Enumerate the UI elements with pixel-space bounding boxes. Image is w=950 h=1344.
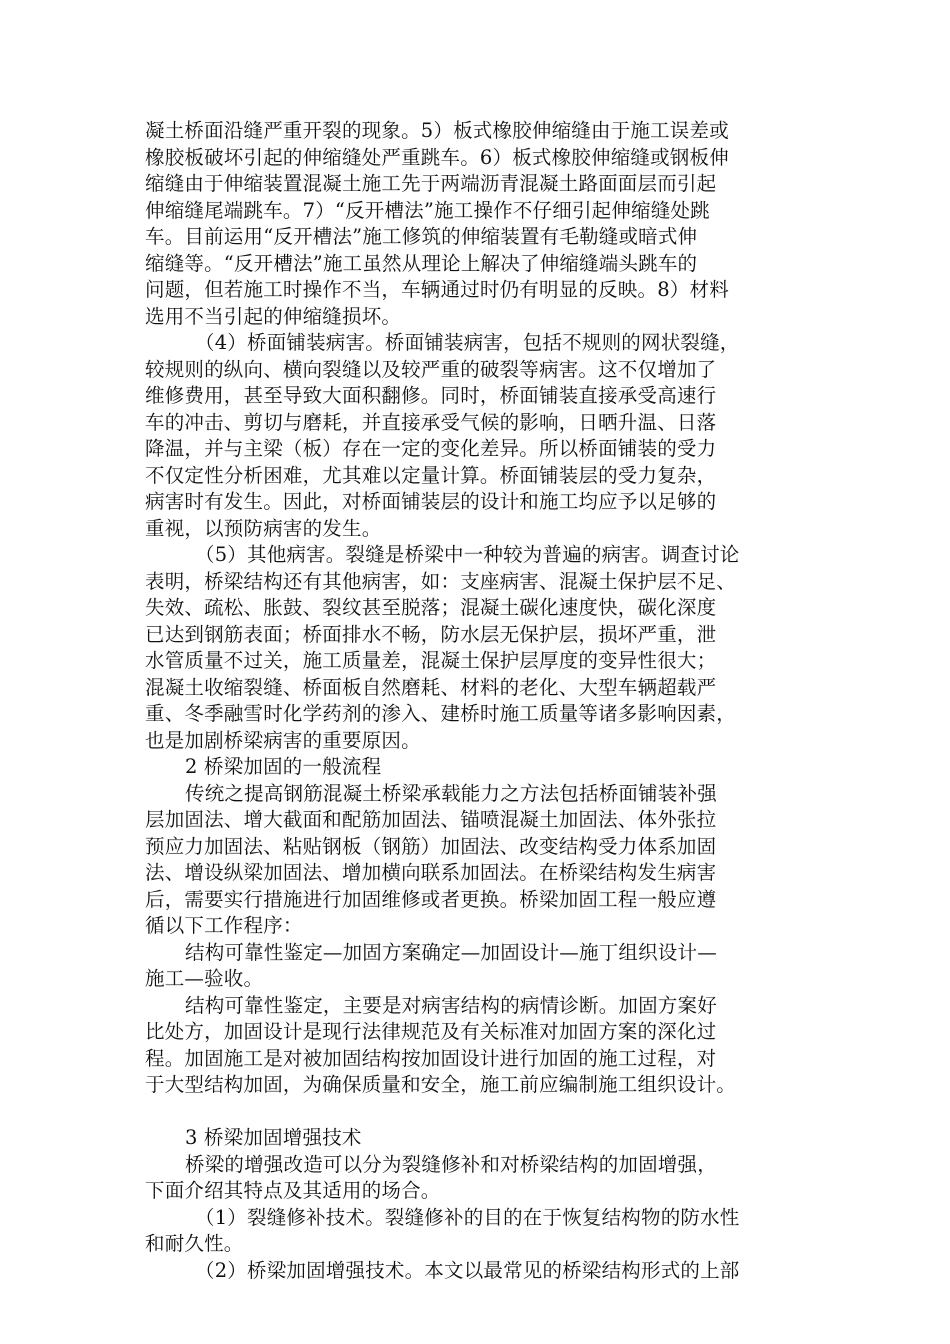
text-line: 重视，以预防病害的发生。 — [145, 516, 382, 540]
text-line: 车。目前运用“反开槽法”施工修筑的伸缩装置有毛勒缝或暗式伸 — [145, 225, 698, 248]
text-line: 缩缝由于伸缩装置混凝土施工先于两端沥青混凝土路面面层而引起 — [145, 172, 717, 195]
paragraph-start: （2）桥梁加固增强技术。本文以最常见的桥梁结构形式的上部 — [195, 1258, 740, 1282]
section-heading: 3 桥梁加固增强技术 — [185, 1126, 362, 1149]
paragraph-start: 结构可靠性鉴定，主要是对病害结构的病情诊断。加固方案好 — [185, 993, 717, 1017]
paragraph-start: （5）其他病害。裂缝是桥梁中一种较为普遍的病害。调查讨论 — [195, 543, 740, 566]
text-line: 降温，并与主梁（板）存在一定的变化差异。所以桥面铺装的受力 — [145, 437, 717, 460]
paragraph-start: 传统之提高钢筋混凝土桥梁承载能力之方法包括桥面铺装补强 — [185, 781, 717, 805]
text-line: 问题，但若施工时操作不当，车辆通过时仍有明显的反映。8）材料 — [145, 278, 729, 301]
text-line: 施工—验收。 — [145, 967, 264, 990]
text-line: 也是加剧桥梁病害的重要原因。 — [145, 728, 421, 752]
paragraph-start: （4）桥面铺装病害。桥面铺装病害，包括不规则的网状裂缝， — [195, 331, 740, 354]
text-line: 车的冲击、剪切与磨耗，并直接承受气候的影响，日晒升温、日落 — [145, 410, 717, 434]
paragraph-start: 结构可靠性鉴定—加固方案确定—加固设计—施丁组织设计— — [185, 940, 717, 964]
text-line: 后，需要实行措施进行加固维修或者更换。桥梁加固工程一般应遵 — [145, 887, 717, 911]
text-line: 缩缝等。“反开槽法”施工虽然从理论上解决了伸缩缝端头跳车的 — [145, 251, 698, 275]
text-line: 法、增设纵梁加固法、增加横向联系加固法。在桥梁结构发生病害 — [145, 861, 717, 884]
blank-line — [145, 1099, 805, 1126]
paragraph-start: （1）裂缝修补技术。裂缝修补的目的在于恢复结构物的防水性 — [195, 1205, 740, 1229]
text-line: 选用不当引起的伸缩缝损坏。 — [145, 304, 402, 328]
text-line: 表明，桥梁结构还有其他病害，如：支座病害、混凝土保护层不足、 — [145, 569, 737, 593]
text-line: 已达到钢筋表面；桥面排水不畅，防水层无保护层，损坏严重，泄 — [145, 622, 717, 646]
text-line: 橡胶板破坏引起的伸缩缝处严重跳车。6）板式橡胶伸缩缝或钢板伸 — [145, 145, 729, 169]
text-line: 层加固法、增大截面和配筋加固法、锚喷混凝土加固法、体外张拉 — [145, 808, 717, 831]
text-line: 不仅定性分析困难，尤其难以定量计算。桥面铺装层的受力复杂， — [145, 463, 717, 487]
text-line: 病害时有发生。因此，对桥面铺装层的设计和施工均应予以足够的 — [145, 490, 717, 513]
text-line: 维修费用，甚至导致大面积翻修。同时，桥面铺装直接承受高速行 — [145, 384, 717, 407]
text-line: 和耐久性。 — [145, 1232, 244, 1255]
text-line: 混凝土收缩裂缝、桥面板自然磨耗、材料的老化、大型车辆超载严 — [145, 675, 717, 699]
text-line: 比处方，加固设计是现行法律规范及有关标准对加固方案的深化过 — [145, 1020, 717, 1043]
text-line: 重、冬季融雪时化学药剂的渗入、建桥时施工质量等诸多影响因素， — [145, 702, 737, 725]
text-line: 水管质量不过关，施工质量差，混凝土保护层厚度的变异性很大； — [145, 649, 717, 672]
text-line: 失效、疏松、胀鼓、裂纹甚至脱落；混凝土碳化速度快，碳化深度 — [145, 596, 717, 619]
document-body — [145, 118, 805, 1284]
text-line: 下面介绍其特点及其适用的场合。 — [145, 1179, 441, 1202]
text-line: 循以下工作程序： — [145, 914, 303, 937]
text-line: 较规则的纵向、横向裂缝以及较严重的破裂等病害。这不仅增加了 — [145, 357, 717, 381]
section-heading: 2 桥梁加固的一般流程 — [185, 755, 382, 778]
text-line: 程。加固施工是对被加固结构按加固设计进行加固的施工过程，对 — [145, 1046, 717, 1070]
paragraph-start: 桥梁的增强改造可以分为裂缝修补和对桥梁结构的加固增强， — [185, 1152, 717, 1176]
text-line: 伸缩缝尾端跳车。7）“反开槽法”施工操作不仔细引起伸缩缝处跳 — [145, 198, 710, 222]
text-line: 于大型结构加固，为确保质量和安全，施工前应编制施工组织设计。 — [145, 1073, 737, 1096]
text-line: 预应力加固法、粘贴钢板（钢筋）加固法、改变结构受力体系加固 — [145, 834, 717, 858]
text-line: 凝土桥面沿缝严重开裂的现象。5）板式橡胶伸缩缝由于施工误差或 — [145, 119, 729, 142]
